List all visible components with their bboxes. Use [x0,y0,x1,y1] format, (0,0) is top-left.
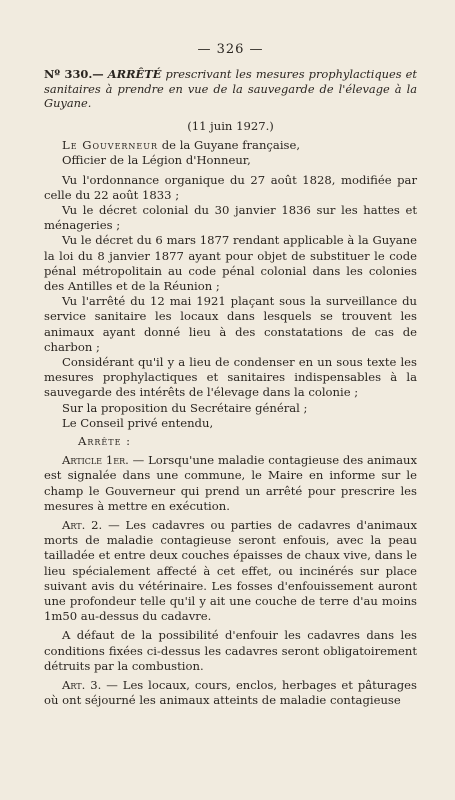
decree-heading [44,67,417,111]
arrete-label: Arrête : [78,434,132,449]
decree-title: prescrivant les mesures prophylactiques et sanitaires à prendre en vue de la sauvegarde de l'élevage à la Guyane. [44,67,417,111]
decree-number: Nº 330.— [44,67,104,82]
paragraph-3: Vu le décret du 6 mars 1877 rendant applicable à la Guyane la loi du 8 janvier 1877 ayant pour objet de substituer le code pénal métropolitain au code pénal colonial dans les colonies des Antilles et de la Réunion ; [44,233,417,294]
article-2 [44,518,417,624]
article-1-text: — Lorsqu'une maladie contagieuse des animaux est signalée dans une commune, le Maire en informe sur le champ le Gouverneur qui prend un arrêté pour prescrire les mesures à mettre en exécution. [44,453,417,513]
article-2-text: — Les cadavres ou parties de cadavres d'animaux morts de maladie contagieuse seront enfouis, avec la peau tailladée et entre deux couches épaisses de chaux vive, dans le lieu spécialement affecté à cet effet, ou incinérés sur place suivant avis du vétérinaire. Les fosses d'enfouissement auront une profondeur telle qu'il y ait une couche de terre d'au moins 1m50 au-dessus du cadavre. [44,518,417,624]
officer-line: Officier de la Légion d'Honneur, [62,153,251,168]
governor-title: Le Gouverneur [62,138,159,153]
article-2-continuation-text: A défaut de la possibilité d'enfouir les cadavres dans les conditions fixées ci-dessus les cadavres seront obligatoirement détruits par la combustion. [44,628,417,673]
article-3 [44,678,417,708]
governor-rest: de la Guyane française, [161,138,301,153]
article-1 [44,453,417,514]
article-2-label: Art. 2. [62,518,103,533]
governor-line [44,138,417,153]
paragraph-2: Vu le décret colonial du 30 janvier 1836 sur les hattes et ménageries ; [44,203,417,233]
article-1-label: Article 1er. [62,453,129,468]
paragraph-5: Considérant qu'il y a lieu de condenser en un sous texte les mesures prophylactiques et sanitaires indispensables à la sauvegarde des intérêts de l'élevage dans la colonie ; [44,355,417,400]
article-3-text: — Les locaux, cours, enclos, herbages et pâturages où ont séjourné les animaux atteints de maladie contagieuse [44,678,417,708]
decree-date: (11 juin 1927.) [187,118,274,133]
paragraph-1: Vu l'ordonnance organique du 27 août 1828, modifiée par celle du 22 août 1833 ; [44,172,417,202]
paragraph-7: Le Conseil privé entendu, [62,415,214,430]
article-2-continuation [44,628,417,674]
paragraph-6: Sur la proposition du Secrétaire général ; [62,400,308,415]
decree-keyword: ARRÊTÉ [107,67,162,82]
article-3-label: Art. 3. [62,678,102,693]
paragraph-4: Vu l'arrêté du 12 mai 1921 plaçant sous la surveillance du service sanitaire les locaux dans lesquels se trouvent les animaux ayant donné lieu à des constatations de cas de charbon ; [44,294,417,354]
page-number: — 326 — [197,42,264,57]
